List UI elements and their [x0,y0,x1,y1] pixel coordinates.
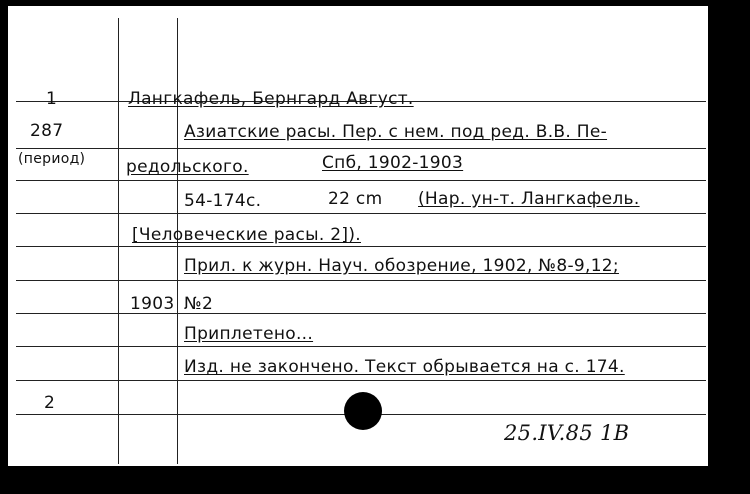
card-number-bottom: 2 [44,393,56,413]
rule-line [16,246,706,247]
card-number-top: 1 [46,89,58,109]
title-line-2: редольского. [126,157,249,177]
title-line-1: Азиатские расы. Пер. с нем. под ред. В.В. Пе- [184,122,608,142]
edition-note: Изд. не закончено. Текст обрывается на с. 174. [184,357,625,377]
supplement-note: Прил. к журн. Науч. обозрение, 1902, №8-9,12; [184,256,619,276]
rule-line [16,213,706,214]
year-mark: 1903 [130,294,175,314]
handwritten-date: 25.IV.85 1B [504,421,630,445]
series-note: (Нар. ун-т. Лангкафель. [418,189,640,209]
punch-hole [344,392,382,430]
dimensions: 22 cm [328,189,383,209]
column-divider [118,18,119,464]
pagination: 54-174с. [184,191,262,211]
rule-line [16,180,706,181]
rule-line [16,148,706,149]
rule-line [16,313,706,314]
scan-border [708,0,750,494]
supplement-cont: №2 [184,294,214,314]
rule-line [16,346,706,347]
series-title: [Человеческие расы. 2]). [132,225,361,245]
imprint: Спб, 1902-1903 [322,153,464,173]
call-number: 287 [30,121,64,141]
author-heading: Лангкафель, Бернгард Август. [128,89,414,109]
call-note: (период) [18,151,86,167]
catalog-card [8,6,708,466]
rule-line [16,380,706,381]
rule-line [16,280,706,281]
bound-with-note: Приплетено... [184,324,314,344]
